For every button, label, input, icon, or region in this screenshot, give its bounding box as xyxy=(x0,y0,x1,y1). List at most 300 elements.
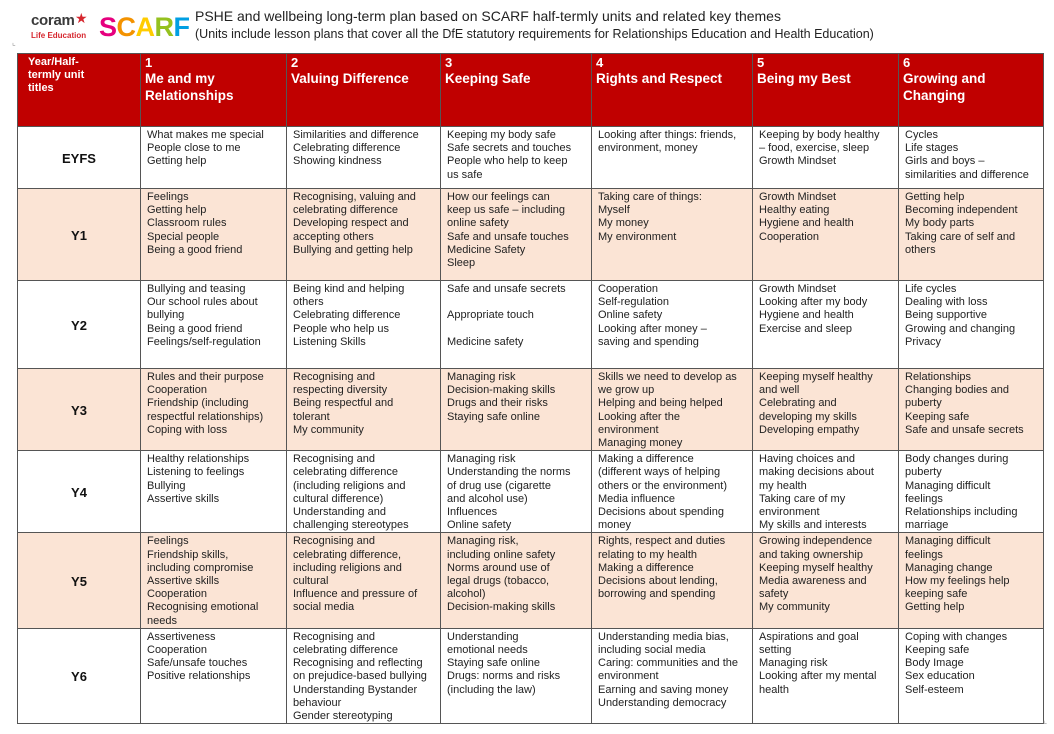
scarf-logo-letter: R xyxy=(154,12,174,42)
theme-item: celebrating difference xyxy=(293,644,398,657)
table-row xyxy=(18,369,1044,451)
theme-item: Being a good friend xyxy=(147,243,243,256)
theme-item: Understanding the norms xyxy=(447,466,571,479)
theme-item: Keeping safe xyxy=(905,644,970,657)
theme-item: Making a difference xyxy=(598,561,694,574)
theme-cell xyxy=(899,451,1044,533)
theme-cell xyxy=(592,189,753,281)
scarf-logo-letter: C xyxy=(116,12,136,42)
theme-item: Media influence xyxy=(598,492,676,505)
theme-item: Recognising and xyxy=(293,453,375,466)
theme-item: Understanding Bystander xyxy=(293,683,418,696)
theme-item: Managing risk xyxy=(447,371,516,383)
theme-item: similarities and difference xyxy=(905,168,1029,181)
theme-item: Earning and saving money xyxy=(598,683,729,696)
theme-cell xyxy=(753,451,899,533)
theme-item: including online safety xyxy=(447,548,556,561)
theme-item: My environment xyxy=(598,230,677,243)
theme-item: Decision-making skills xyxy=(447,384,556,397)
theme-item: Recognising and xyxy=(293,535,375,548)
theme-item: Showing kindness xyxy=(293,155,382,168)
theme-cell xyxy=(899,189,1044,281)
theme-item: Growing independence xyxy=(759,535,873,548)
table-header-row xyxy=(18,54,1044,127)
theme-item: Safe and unsafe touches xyxy=(447,230,569,243)
year-label: Y1 xyxy=(18,189,141,281)
theme-cell xyxy=(899,369,1044,451)
theme-item: health xyxy=(759,683,789,696)
theme-item: Becoming independent xyxy=(905,204,1018,217)
theme-item: celebrating difference xyxy=(293,204,398,217)
table-row xyxy=(18,451,1044,533)
theme-cell xyxy=(287,369,441,451)
scarf-logo-letter: A xyxy=(135,12,155,42)
theme-item: and alcohol use) xyxy=(447,492,528,505)
theme-item: Making a difference xyxy=(598,453,694,466)
theme-item: Growing and changing xyxy=(905,322,1016,335)
theme-item: Looking after my mental xyxy=(759,670,877,683)
theme-item: People who help us xyxy=(293,322,390,335)
theme-item: Coping with loss xyxy=(147,423,228,436)
theme-item: – food, exercise, sleep xyxy=(759,142,870,155)
theme-item: legal drugs (tobacco, xyxy=(447,575,550,588)
theme-cell xyxy=(441,369,592,451)
theme-cell xyxy=(753,189,899,281)
theme-item: Getting help xyxy=(905,191,965,203)
theme-cell xyxy=(441,628,592,723)
theme-item: Recognising and xyxy=(293,371,375,383)
theme-cell xyxy=(753,369,899,451)
long-term-plan-table xyxy=(17,53,1044,724)
theme-item: on prejudice-based bullying xyxy=(293,670,427,683)
theme-item: Hygiene and health xyxy=(759,217,854,230)
theme-item: respectful relationships) xyxy=(147,410,264,423)
theme-item: alcohol) xyxy=(447,588,486,601)
theme-item: environment xyxy=(598,670,659,683)
theme-item: Rules and their purpose xyxy=(147,371,264,383)
theme-item: setting xyxy=(759,644,792,657)
theme-cell xyxy=(287,533,441,628)
theme-item: Understanding xyxy=(447,630,519,643)
year-label: Y4 xyxy=(18,451,141,533)
theme-item: Taking care of self and xyxy=(905,230,1016,243)
theme-item: Managing risk xyxy=(759,657,828,670)
scarf-logo-letter: F xyxy=(173,12,190,42)
theme-item: keeping safe xyxy=(905,588,968,601)
theme-item: Cooperation xyxy=(147,384,207,397)
theme-item: respecting diversity xyxy=(293,384,388,397)
theme-item: borrowing and spending xyxy=(598,588,716,601)
theme-cell xyxy=(141,189,287,281)
theme-item: Managing difficult xyxy=(905,535,991,548)
theme-item: accepting others xyxy=(293,230,374,243)
theme-item: Managing money xyxy=(598,437,683,450)
theme-item: Self-esteem xyxy=(905,683,964,696)
theme-item: Myself xyxy=(598,204,630,217)
theme-item: Managing change xyxy=(905,561,993,574)
theme-item: celebrating difference xyxy=(293,466,398,479)
theme-item: Media awareness and xyxy=(759,575,867,588)
theme-item: Staying safe online xyxy=(447,410,540,423)
theme-cell xyxy=(287,127,441,189)
theme-item: Feelings xyxy=(147,535,189,548)
theme-cell xyxy=(592,533,753,628)
unit-column-header xyxy=(441,54,592,127)
theme-item: Our school rules about xyxy=(147,296,258,309)
scarf-logo xyxy=(99,12,190,43)
theme-item: Understanding and xyxy=(293,506,386,519)
table-row xyxy=(18,628,1044,723)
theme-item: Caring: communities and the xyxy=(598,657,739,670)
theme-item: Life cycles xyxy=(905,283,957,295)
theme-item: Safe/unsafe touches xyxy=(147,657,248,670)
theme-item: Body changes during xyxy=(905,453,1009,466)
theme-item: Managing risk xyxy=(447,453,516,466)
year-label: Y3 xyxy=(18,369,141,451)
theme-item: Online safety xyxy=(598,309,663,322)
theme-item: Growth Mindset xyxy=(759,283,837,295)
page-header xyxy=(0,0,1054,52)
theme-cell xyxy=(441,451,592,533)
theme-item: Being kind and helping xyxy=(293,283,405,295)
theme-item: Relationships xyxy=(905,371,972,383)
theme-item: Cooperation xyxy=(598,283,658,295)
unit-number: 6 xyxy=(903,55,911,70)
header-text: titles xyxy=(28,82,54,95)
theme-item: cultural xyxy=(293,575,329,588)
theme-item: challenging stereotypes xyxy=(293,519,409,532)
theme-item: us safe xyxy=(447,168,483,181)
theme-item: Gender stereotyping xyxy=(293,710,393,723)
theme-cell xyxy=(287,628,441,723)
theme-item: Being a good friend xyxy=(147,322,243,335)
theme-item: Keeping safe xyxy=(905,410,970,423)
theme-item: Assertive skills xyxy=(147,575,220,588)
theme-cell xyxy=(141,628,287,723)
year-label: Y2 xyxy=(18,281,141,369)
corner-marker-icon: ⌞ xyxy=(1043,715,1048,725)
unit-number: 2 xyxy=(291,55,299,70)
theme-item: including social media xyxy=(598,644,706,657)
scarf-logo-letter: S xyxy=(99,12,117,42)
theme-item: Hygiene and health xyxy=(759,309,854,322)
theme-item: developing my skills xyxy=(759,410,857,423)
theme-item: Developing empathy xyxy=(759,423,860,436)
theme-item: environment xyxy=(598,423,659,436)
theme-item: Understanding democracy xyxy=(598,696,727,709)
theme-item: Changing bodies and xyxy=(905,384,1009,397)
theme-item: Medicine safety xyxy=(447,335,524,348)
theme-cell xyxy=(592,281,753,369)
theme-item: Coping with changes xyxy=(905,630,1008,643)
theme-item: Classroom rules xyxy=(147,217,227,230)
theme-cell xyxy=(141,451,287,533)
theme-item: social media xyxy=(293,601,355,614)
theme-item: online safety xyxy=(447,217,509,230)
coram-logo-name: coram xyxy=(31,12,75,29)
theme-item: Cooperation xyxy=(759,230,819,243)
theme-item: Drugs: norms and risks xyxy=(447,670,561,683)
theme-item: Appropriate touch xyxy=(447,309,534,322)
theme-item: Getting help xyxy=(905,601,965,614)
table-row xyxy=(18,281,1044,369)
unit-column-header xyxy=(899,54,1044,127)
theme-item: Staying safe online xyxy=(447,657,540,670)
theme-item: feelings xyxy=(905,492,943,505)
page-subtitle: (Units include lesson plans that cover all the DfE statutory requirements for Relationships Education and Health Education) xyxy=(195,27,874,41)
theme-item: Medicine Safety xyxy=(447,243,526,256)
unit-column-header xyxy=(141,54,287,127)
unit-title: Keeping Safe xyxy=(445,71,531,86)
coram-life-education-logo xyxy=(31,12,91,44)
theme-item: Life stages xyxy=(905,142,959,155)
theme-item: tolerant xyxy=(293,410,330,423)
theme-item: Bullying and teasing xyxy=(147,283,246,295)
theme-item: Online safety xyxy=(447,519,512,532)
theme-item: Drugs and their risks xyxy=(447,397,548,410)
table-body xyxy=(18,127,1044,724)
theme-item: Privacy xyxy=(905,335,942,348)
theme-item: others or the environment) xyxy=(598,479,728,492)
table-row xyxy=(18,127,1044,189)
header-text: Year/Half- xyxy=(28,56,79,68)
table-row xyxy=(18,533,1044,628)
theme-item: Helping and being helped xyxy=(598,397,723,410)
theme-item: Friendship skills, xyxy=(147,548,229,561)
theme-item: Growth Mindset xyxy=(759,155,837,168)
theme-item: Recognising and xyxy=(293,630,375,643)
theme-item: Growth Mindset xyxy=(759,191,837,203)
unit-title: Valuing Difference xyxy=(291,71,409,86)
theme-item: Looking after things: friends, xyxy=(598,129,737,141)
theme-cell xyxy=(141,533,287,628)
coram-logo-sub: Life Education xyxy=(31,31,87,40)
theme-cell xyxy=(592,369,753,451)
header-text: termly unit xyxy=(28,69,85,82)
theme-item: My money xyxy=(598,217,649,230)
theme-item: People close to me xyxy=(147,142,241,155)
unit-column-header xyxy=(287,54,441,127)
theme-item: Girls and boys – xyxy=(905,155,985,168)
theme-item: cultural difference) xyxy=(293,492,384,505)
theme-cell xyxy=(441,281,592,369)
theme-item: My body parts xyxy=(905,217,975,230)
theme-item: Dealing with loss xyxy=(905,296,988,309)
theme-item: Having choices and xyxy=(759,453,856,466)
theme-item: others xyxy=(293,296,324,309)
theme-item: Being respectful and xyxy=(293,397,394,410)
theme-item: money xyxy=(598,519,632,532)
theme-item: What makes me special xyxy=(147,129,264,141)
unit-title: Rights and Respect xyxy=(596,71,723,86)
theme-item: My community xyxy=(759,601,830,614)
margin-marker-icon: ⌞ xyxy=(12,38,16,47)
theme-cell xyxy=(899,533,1044,628)
theme-item: Listening Skills xyxy=(293,335,366,348)
theme-item: Taking care of my xyxy=(759,492,846,505)
theme-item: Getting help xyxy=(147,204,207,217)
theme-cell xyxy=(899,127,1044,189)
theme-item: Bullying xyxy=(147,479,186,492)
unit-number: 3 xyxy=(445,55,453,70)
year-label: Y6 xyxy=(18,628,141,723)
theme-item: Recognising, valuing and xyxy=(293,191,416,203)
theme-item xyxy=(447,323,585,336)
theme-item: including religions and xyxy=(293,561,402,574)
theme-item: Keeping myself healthy xyxy=(759,371,873,383)
theme-cell xyxy=(141,281,287,369)
theme-item: Exercise and sleep xyxy=(759,322,852,335)
star-icon: ★ xyxy=(75,10,88,26)
theme-item: Self-regulation xyxy=(598,296,669,309)
theme-item: Cycles xyxy=(905,129,939,141)
theme-item: Similarities and difference xyxy=(293,129,419,141)
theme-item: keep us safe – including xyxy=(447,204,566,217)
theme-item: Looking after my body xyxy=(759,296,868,309)
theme-item: Looking after money – xyxy=(598,322,707,335)
theme-item: Taking care of things: xyxy=(598,191,702,203)
theme-cell xyxy=(592,451,753,533)
theme-item: My community xyxy=(293,423,364,436)
theme-item: feelings xyxy=(905,548,943,561)
theme-item: Celebrating difference xyxy=(293,142,401,155)
theme-item: Managing difficult xyxy=(905,479,991,492)
theme-item: Cooperation xyxy=(147,588,207,601)
theme-item: behaviour xyxy=(293,696,342,709)
theme-cell xyxy=(441,127,592,189)
theme-item: Listening to feelings xyxy=(147,466,245,479)
theme-cell xyxy=(287,451,441,533)
theme-item: Decisions about lending, xyxy=(598,575,718,588)
theme-cell xyxy=(899,628,1044,723)
unit-title: Growing and xyxy=(903,71,986,86)
theme-item: Cooperation xyxy=(147,644,207,657)
theme-item: Sex education xyxy=(905,670,975,683)
theme-item: Assertiveness xyxy=(147,630,216,643)
theme-cell xyxy=(753,533,899,628)
theme-item: my health xyxy=(759,479,807,492)
year-label: Y5 xyxy=(18,533,141,628)
theme-item: People who help to keep xyxy=(447,155,568,168)
theme-cell xyxy=(287,189,441,281)
theme-item: and well xyxy=(759,384,800,397)
theme-item: including compromise xyxy=(147,561,254,574)
year-column-header xyxy=(18,54,141,127)
theme-cell xyxy=(592,628,753,723)
theme-item: Keeping by body healthy xyxy=(759,129,880,141)
year-label: EYFS xyxy=(18,127,141,189)
theme-item: Friendship (including xyxy=(147,397,249,410)
theme-item: Keeping myself healthy xyxy=(759,561,873,574)
theme-item: How our feelings can xyxy=(447,191,550,203)
theme-item: Healthy eating xyxy=(759,204,830,217)
theme-item: Feelings xyxy=(147,191,189,203)
unit-title: Me and my xyxy=(145,71,215,86)
unit-title: Being my Best xyxy=(757,71,851,86)
theme-item: Feelings/self-regulation xyxy=(147,335,261,348)
theme-item: Safe secrets and touches xyxy=(447,142,572,155)
unit-title: Changing xyxy=(903,88,966,103)
theme-item: Rights, respect and duties xyxy=(598,535,726,548)
unit-number: 5 xyxy=(757,55,765,70)
theme-item: How my feelings help xyxy=(905,575,1010,588)
theme-item: Relationships including xyxy=(905,506,1018,519)
theme-item: puberty xyxy=(905,397,942,410)
theme-item: Skills we need to develop as xyxy=(598,371,737,383)
theme-item: Aspirations and goal xyxy=(759,630,859,643)
theme-item: Safe and unsafe secrets xyxy=(447,283,566,295)
theme-item: saving and spending xyxy=(598,335,699,348)
theme-item: Healthy relationships xyxy=(147,453,250,466)
theme-item: puberty xyxy=(905,466,942,479)
theme-cell xyxy=(441,189,592,281)
unit-number: 4 xyxy=(596,55,604,70)
theme-item: Bullying and getting help xyxy=(293,243,413,256)
theme-item: Safe and unsafe secrets xyxy=(905,423,1024,436)
unit-title: Relationships xyxy=(145,88,234,103)
theme-item: we grow up xyxy=(598,384,655,397)
theme-item: celebrating difference, xyxy=(293,548,402,561)
theme-item: (different ways of helping xyxy=(598,466,721,479)
table-row xyxy=(18,189,1044,281)
theme-item: Recognising and reflecting xyxy=(293,657,423,670)
theme-item: Being supportive xyxy=(905,309,987,322)
theme-cell xyxy=(899,281,1044,369)
theme-cell xyxy=(141,369,287,451)
theme-cell xyxy=(287,281,441,369)
theme-item xyxy=(447,296,585,309)
theme-cell xyxy=(753,281,899,369)
theme-item: others xyxy=(905,243,936,256)
theme-item: needs xyxy=(147,614,177,627)
theme-item: (including religions and xyxy=(293,479,406,492)
theme-item: Celebrating difference xyxy=(293,309,401,322)
theme-item: Influence and pressure of xyxy=(293,588,418,601)
unit-column-header xyxy=(753,54,899,127)
theme-item: relating to my health xyxy=(598,548,698,561)
theme-item: Decision-making skills xyxy=(447,601,556,614)
theme-item: Developing respect and xyxy=(293,217,409,230)
theme-item: Special people xyxy=(147,230,220,243)
theme-item: My skills and interests xyxy=(759,519,867,532)
theme-item: Body Image xyxy=(905,657,964,670)
theme-item: Sleep xyxy=(447,257,476,270)
theme-item: and taking ownership xyxy=(759,548,863,561)
theme-item: making decisions about xyxy=(759,466,874,479)
unit-number: 1 xyxy=(145,55,153,70)
theme-cell xyxy=(141,127,287,189)
theme-cell xyxy=(441,533,592,628)
theme-cell xyxy=(592,127,753,189)
theme-cell xyxy=(753,127,899,189)
page-title: PSHE and wellbeing long-term plan based on SCARF half-termly units and related key themes xyxy=(195,8,781,24)
theme-item: Keeping my body safe xyxy=(447,129,556,141)
theme-item: Recognising emotional xyxy=(147,601,259,614)
theme-item: Managing risk, xyxy=(447,535,519,548)
theme-cell xyxy=(753,628,899,723)
theme-item: Celebrating and xyxy=(759,397,837,410)
theme-item: Norms around use of xyxy=(447,561,550,574)
theme-item: emotional needs xyxy=(447,644,528,657)
theme-item: Understanding media bias, xyxy=(598,630,729,643)
theme-item: Getting help xyxy=(147,155,207,168)
theme-item: of drug use (cigarette xyxy=(447,479,551,492)
theme-item: Decisions about spending xyxy=(598,506,724,519)
theme-item: Looking after the xyxy=(598,410,680,423)
theme-item: safety xyxy=(759,588,789,601)
theme-item: (including the law) xyxy=(447,683,536,696)
theme-item: Positive relationships xyxy=(147,670,251,683)
